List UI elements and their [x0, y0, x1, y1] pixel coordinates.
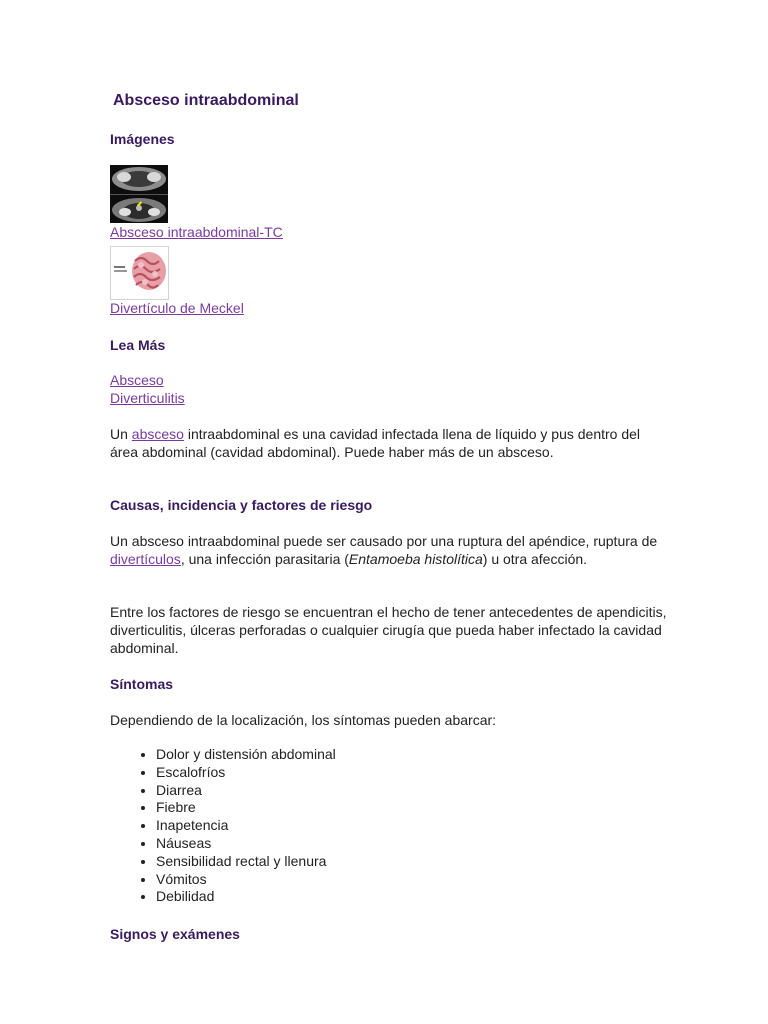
list-item: • Fiebre — [156, 799, 336, 817]
list-item: • Náuseas — [156, 835, 336, 853]
causes-italic: Entamoeba histolítica — [348, 551, 483, 567]
read-more-heading: Lea Más — [110, 337, 166, 353]
causes-text-1: Un absceso intraabdominal puede ser causado por una ruptura del apéndice, ruptura de — [110, 533, 658, 549]
list-item: • Vómitos — [156, 871, 336, 889]
intro-paragraph — [110, 425, 670, 461]
intro-text: intraabdominal es una cavidad infectada llena de líquido y pus dentro del área abdominal (cavidad abdominal). Puede haber más de un absceso. — [110, 426, 641, 460]
signs-heading: Signos y exámenes — [110, 926, 240, 942]
list-item: • Escalofríos — [156, 764, 336, 782]
meckel-thumbnail[interactable] — [110, 246, 169, 300]
symptoms-heading: Síntomas — [110, 676, 174, 692]
causes-paragraph-1 — [110, 532, 670, 568]
causes-text-3: ) u otra afección. — [482, 551, 588, 567]
link-diverticulos[interactable]: divertículos — [110, 551, 181, 567]
intro-link-absceso[interactable]: absceso — [131, 426, 184, 442]
image-caption-ct[interactable]: Absceso intraabdominal-TC — [110, 224, 283, 240]
causes-text-2: , una infección parasitaria ( — [180, 551, 349, 567]
list-item: • Inapetencia — [156, 817, 336, 835]
image-caption-meckel[interactable]: Divertículo de Meckel — [110, 300, 244, 316]
symptoms-list — [110, 746, 336, 906]
causes-heading: Causas, incidencia y factores de riesgo — [110, 497, 373, 513]
list-item: • Diarrea — [156, 782, 336, 800]
list-item: • Dolor y distensión abdominal — [156, 746, 336, 764]
ct-scan-icon — [110, 165, 168, 223]
intro-prefix: Un — [110, 426, 132, 442]
list-item: • Sensibilidad rectal y llenura — [156, 853, 336, 871]
page-title: Absceso intraabdominal — [113, 92, 299, 109]
causes-paragraph-2: Entre los factores de riesgo se encuentran el hecho de tener antecedentes de apendicitis, diverticulitis, úlceras perforadas o cualquier cirugía que pueda haber infectado la cavidad abdominal. — [110, 604, 667, 656]
images-heading: Imágenes — [110, 131, 175, 147]
ct-scan-thumbnail[interactable] — [110, 165, 168, 223]
intestine-illustration-icon — [111, 247, 168, 299]
link-absceso[interactable]: Absceso — [110, 372, 164, 388]
link-diverticulitis[interactable]: Diverticulitis — [110, 390, 185, 406]
list-item: • Debilidad — [156, 888, 336, 906]
symptoms-intro: Dependiendo de la localización, los síntomas pueden abarcar: — [110, 712, 497, 728]
